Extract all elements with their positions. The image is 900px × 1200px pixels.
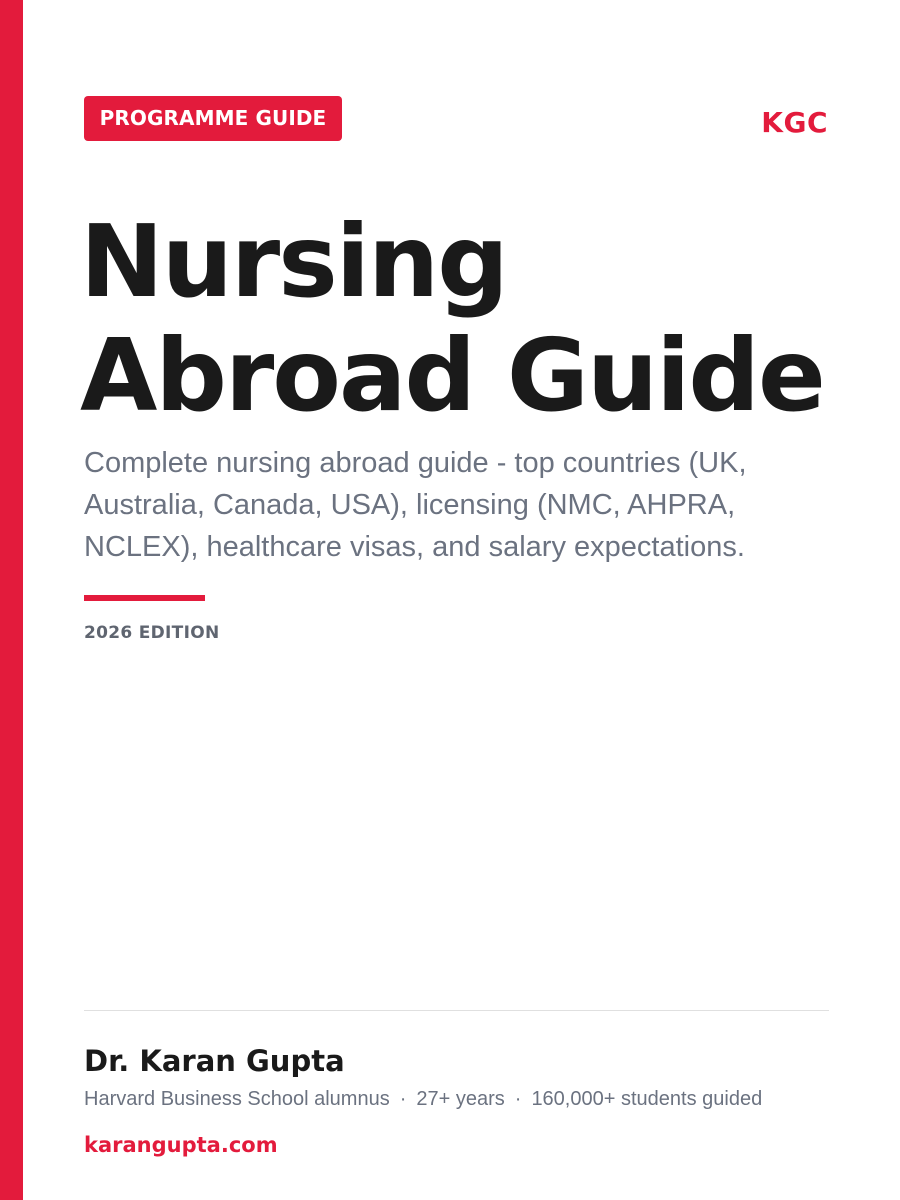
author-credentials	[84, 1085, 762, 1113]
credential-separator: ·	[399, 1088, 407, 1110]
programme-guide-badge: PROGRAMME GUIDE	[84, 96, 342, 141]
accent-rule	[84, 595, 205, 601]
page-title	[80, 205, 824, 433]
brand-logo: KGC	[761, 106, 828, 139]
credential-students: 160,000+ students guided	[531, 1088, 763, 1110]
author-name: Dr. Karan Gupta	[84, 1044, 345, 1078]
credential-education: Harvard Business School alumnus	[84, 1088, 390, 1110]
left-accent-bar	[0, 0, 23, 1200]
title-line-1: Nursing	[80, 203, 507, 320]
credential-separator: ·	[514, 1088, 522, 1110]
footer-divider	[84, 1010, 829, 1011]
credential-experience: 27+ years	[416, 1088, 505, 1110]
page-subtitle: Complete nursing abroad guide - top countries (UK, Australia, Canada, USA), licensing (NMC, AHPRA, NCLEX), healthcare visas, and salary expectations.	[84, 447, 747, 563]
website-link[interactable]: karangupta.com	[84, 1133, 278, 1157]
title-line-2: Abroad Guide	[80, 317, 824, 434]
edition-label: 2026 EDITION	[84, 623, 220, 643]
